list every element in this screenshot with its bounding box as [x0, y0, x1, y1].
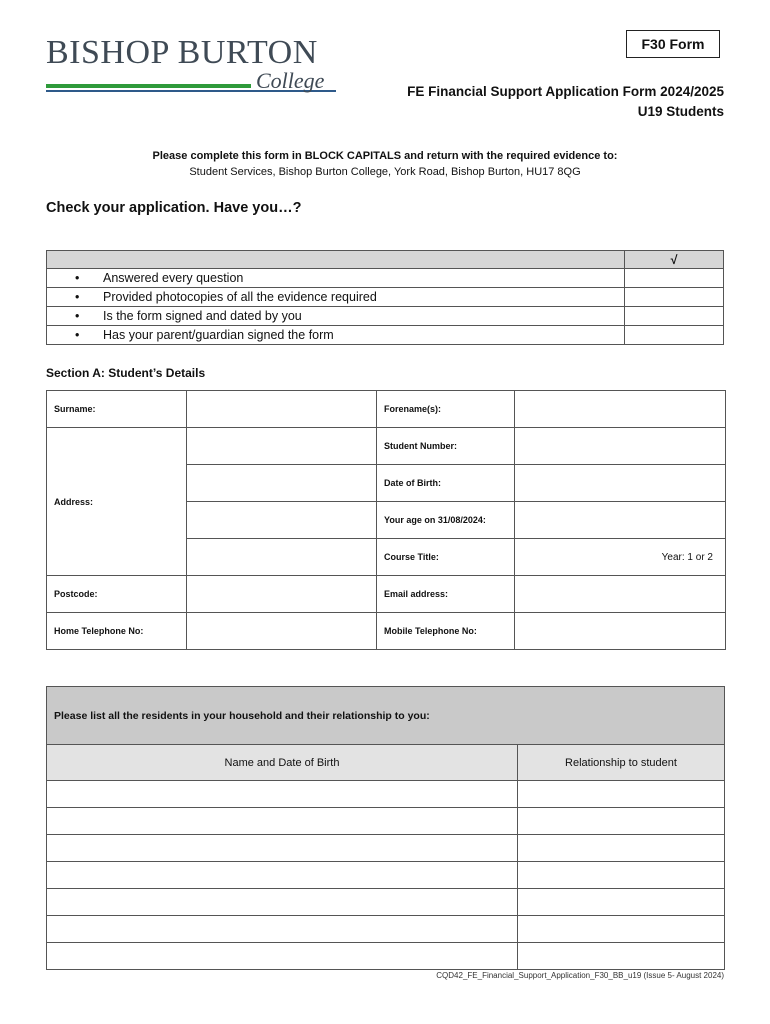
relationship-field[interactable]: [518, 862, 725, 889]
relationship-field[interactable]: [518, 808, 725, 835]
checklist-row: [47, 288, 724, 307]
student-number-field[interactable]: [515, 428, 726, 465]
checklist-row: [47, 326, 724, 345]
college-logo-subtitle: College: [256, 68, 325, 93]
resident-name-field[interactable]: [47, 943, 518, 970]
resident-name-field[interactable]: [47, 916, 518, 943]
resident-name-field[interactable]: [47, 862, 518, 889]
resident-name-field[interactable]: [47, 781, 518, 808]
address-field-line-4[interactable]: [187, 539, 377, 576]
table-row: [47, 943, 725, 970]
student-details-table: [46, 390, 726, 650]
household-heading: Please list all the residents in your household and their relationship to you:: [47, 687, 725, 745]
table-row: [47, 781, 725, 808]
course-year-field[interactable]: [515, 539, 726, 576]
tick-column-header: √: [625, 251, 724, 269]
dob-field[interactable]: [515, 465, 726, 502]
bullet-icon: •: [75, 290, 80, 304]
instructions-address: Student Services, Bishop Burton College, York Road, Bishop Burton, HU17 8QG: [189, 166, 581, 178]
college-logo-wordmark: BISHOP BURTON: [46, 34, 318, 71]
household-table: [46, 686, 725, 970]
home-phone-field[interactable]: [187, 613, 377, 650]
form-title: FE Financial Support Application Form 2024/2025: [407, 84, 724, 99]
age-label: Your age on 31/08/2024:: [377, 502, 515, 539]
table-row: [47, 916, 725, 943]
mobile-phone-field[interactable]: [515, 613, 726, 650]
checklist-item: Answered every question: [103, 271, 244, 285]
postcode-label: Postcode:: [47, 576, 187, 613]
tick-box[interactable]: [625, 326, 724, 345]
logo-green-stripe: [46, 84, 251, 88]
table-row: [47, 808, 725, 835]
bullet-icon: •: [75, 328, 80, 342]
surname-label: Surname:: [47, 391, 187, 428]
resident-name-field[interactable]: [47, 835, 518, 862]
checklist-item: Has your parent/guardian signed the form: [103, 328, 334, 342]
relationship-field[interactable]: [518, 781, 725, 808]
relationship-column-header: Relationship to student: [518, 745, 725, 781]
address-field-line-3[interactable]: [187, 502, 377, 539]
mobile-phone-label: Mobile Telephone No:: [377, 613, 515, 650]
address-field-line-2[interactable]: [187, 465, 377, 502]
document-reference-footer: CQD42_FE_Financial_Support_Application_F30_BB_u19 (Issue 5- August 2024): [436, 971, 724, 980]
year-choice-text: Year: 1 or 2: [661, 551, 713, 563]
resident-name-field[interactable]: [47, 889, 518, 916]
student-number-label: Student Number:: [377, 428, 515, 465]
resident-name-field[interactable]: [47, 808, 518, 835]
address-label: Address:: [47, 428, 187, 576]
postcode-field[interactable]: [187, 576, 377, 613]
relationship-field[interactable]: [518, 916, 725, 943]
bullet-icon: •: [75, 309, 80, 323]
table-row: [47, 862, 725, 889]
dob-label: Date of Birth:: [377, 465, 515, 502]
section-a-heading: Section A: Student’s Details: [46, 366, 206, 380]
checklist-item: Is the form signed and dated by you: [103, 309, 302, 323]
checklist-item: Provided photocopies of all the evidence required: [103, 290, 377, 304]
forenames-field[interactable]: [515, 391, 726, 428]
email-field[interactable]: [515, 576, 726, 613]
form-subtitle: U19 Students: [637, 104, 724, 119]
checklist-row: [47, 269, 724, 288]
checklist-heading: Check your application. Have you…?: [46, 200, 302, 216]
address-field-line-1[interactable]: [187, 428, 377, 465]
instructions-line-1: Please complete this form in BLOCK CAPITALS and return with the required evidence to:: [152, 150, 618, 162]
forenames-label: Forename(s):: [377, 391, 515, 428]
checklist-row: [47, 307, 724, 326]
tick-box[interactable]: [625, 269, 724, 288]
age-field[interactable]: [515, 502, 726, 539]
course-title-label: Course Title:: [377, 539, 515, 576]
checklist-table: [46, 250, 724, 345]
name-dob-column-header: Name and Date of Birth: [47, 745, 518, 781]
home-phone-label: Home Telephone No:: [47, 613, 187, 650]
form-code-badge: F30 Form: [626, 30, 720, 58]
surname-field[interactable]: [187, 391, 377, 428]
email-label: Email address:: [377, 576, 515, 613]
tick-box[interactable]: [625, 288, 724, 307]
relationship-field[interactable]: [518, 943, 725, 970]
tick-box[interactable]: [625, 307, 724, 326]
relationship-field[interactable]: [518, 835, 725, 862]
table-row: [47, 835, 725, 862]
table-row: [47, 889, 725, 916]
bullet-icon: •: [75, 271, 80, 285]
relationship-field[interactable]: [518, 889, 725, 916]
